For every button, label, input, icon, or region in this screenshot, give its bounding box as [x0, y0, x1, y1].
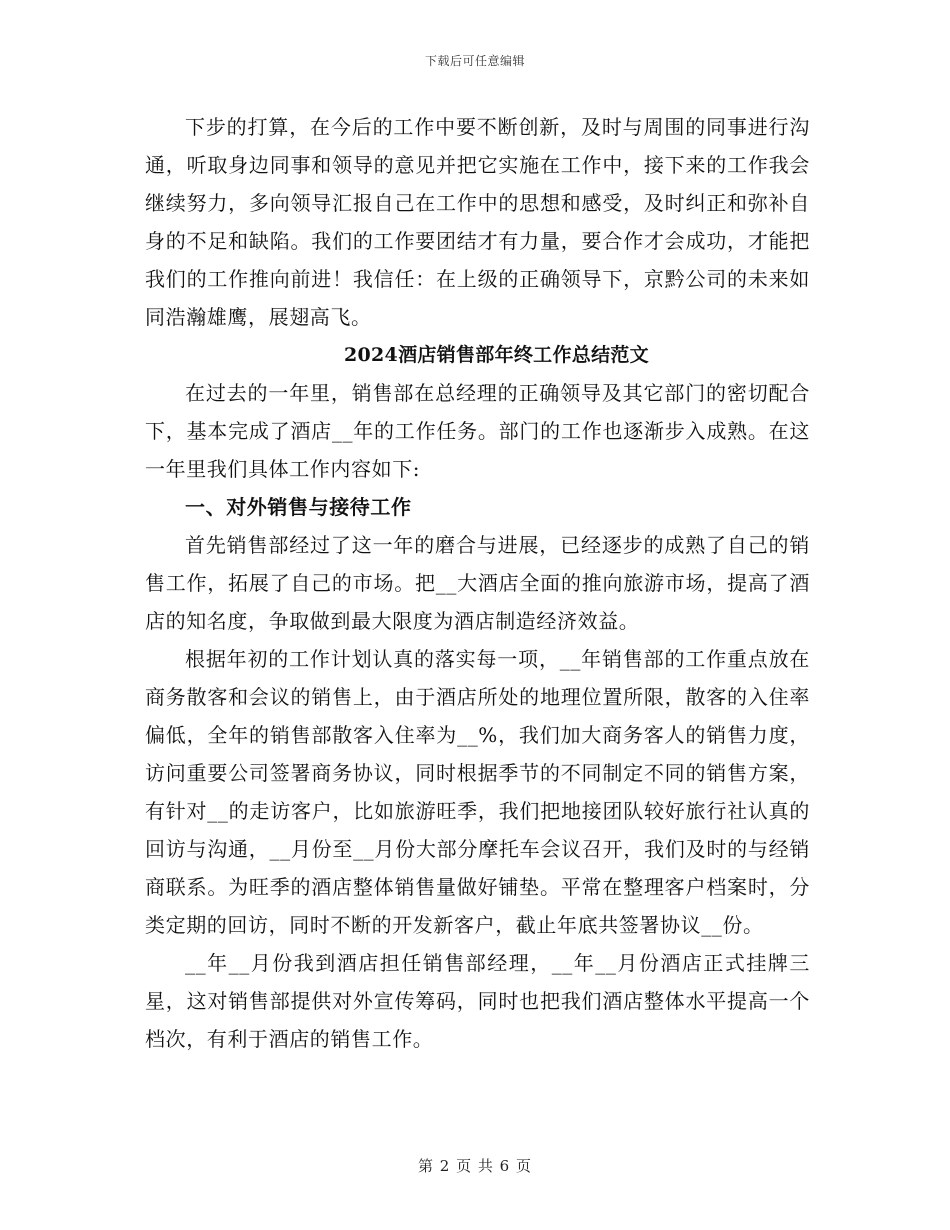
- document-title: 2024酒店销售部年终工作总结范文: [344, 344, 649, 366]
- page-header: 下载后可任意编辑: [424, 54, 525, 68]
- paragraph-work-plan: 根据年初的工作计划认真的落实每一项，__年销售部的工作重点放在商务散客和会议的销售上，由于酒店所处的地理位置所限，散客的入住率偏低，全年的销售部散客入住率为__%，我们加大商务客人的销售力度，访问重要公司签署商务协议，同时根据季节的不同制定不同的销售方案，有针对__的走访客户，比如旅游旺季，我们把地接团队较好旅行社认真的回访与沟通，__月份至__月份大部分摩托车会议召开，我们及时的与经销商联系。为旺季的酒店整体销售量做好铺垫。平常在整理客户档案时，分类定期的回访，同时不断的开发新客户，截止年底共签署协议__份。: [145, 647, 810, 937]
- paragraph-sales-maturity: 首先销售部经过了这一年的磨合与进展，已经逐步的成熟了自己的销售工作，拓展了自己的市场。把__大酒店全面的推向旅游市场，提高了酒店的知名度，争取做到最大限度为酒店制造经济效益。: [145, 533, 810, 633]
- paragraph-next-steps: 下步的打算，在今后的工作中要不断创新，及时与周围的同事进行沟通，听取身边同事和领导的意见并把它实施在工作中，接下来的工作我会继续努力，多向领导汇报自己在工作中的思想和感受，及时纠正和弥补自身的不足和缺陷。我们的工作要团结才有力量，要合作才会成功，才能把我们的工作推向前进！我信任：在上级的正确领导下，京黔公司的未来如同浩瀚雄鹰，展翅高飞。: [145, 115, 810, 329]
- paragraph-intro: 在过去的一年里，销售部在总经理的正确领导及其它部门的密切配合下，基本完成了酒店__年的工作任务。部门的工作也逐渐步入成熟。在这一年里我们具体工作内容如下:: [145, 381, 810, 481]
- section-heading: 一、对外销售与接待工作: [185, 495, 412, 519]
- page-number: 第 2 页 共 6 页: [418, 1157, 532, 1175]
- paragraph-manager-appointment: __年__月份我到酒店担任销售部经理，__年__月份酒店正式挂牌三星，这对销售部提供对外宣传筹码，同时也把我们酒店整体水平提高一个档次，有利于酒店的销售工作。: [145, 951, 810, 1051]
- document-body: [145, 108, 810, 1058]
